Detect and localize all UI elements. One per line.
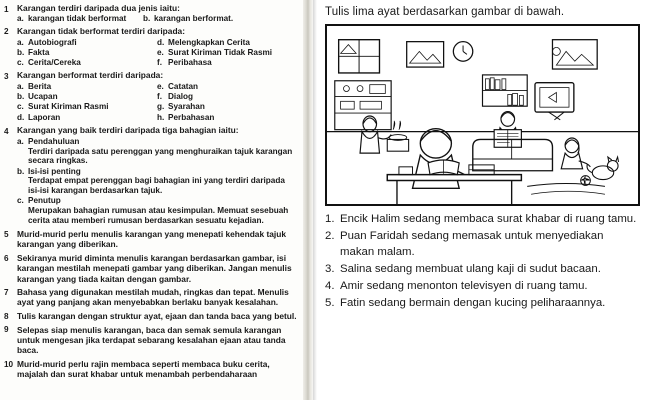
sentence-text: Puan Faridah sedang memasak untuk menyediakan makan malam. xyxy=(340,230,604,258)
sub-label: g. xyxy=(157,102,165,112)
sub-text: Surat Kiriman Tidak Rasmi xyxy=(168,47,273,57)
definition-body xyxy=(28,167,297,196)
sub-label: e. xyxy=(157,47,164,57)
sub-item xyxy=(157,113,297,123)
exercise-instruction: Tulis lima ayat berdasarkan gambar di bawah. xyxy=(325,6,565,18)
sub-item xyxy=(157,102,297,112)
sentence-number: 2. xyxy=(325,230,335,242)
sub-label: c. xyxy=(17,196,24,206)
item-number: 9 xyxy=(4,325,9,335)
illustration-frame xyxy=(325,24,640,206)
definition-row xyxy=(17,167,297,196)
sub-text: Catatan xyxy=(168,82,199,92)
sentence-number: 4. xyxy=(325,279,335,292)
item-heading: Karangan berformat terdiri daripada: xyxy=(17,70,164,81)
gutter-shadow xyxy=(313,0,317,400)
definition-title: Isi-isi penting xyxy=(28,166,81,176)
sub-label: b. xyxy=(17,47,25,57)
item-paragraph: Tulis karangan dengan struktur ayat, ejaan dan tanda baca yang betul. xyxy=(17,311,297,322)
list-item xyxy=(4,287,297,307)
list-item xyxy=(4,359,297,379)
sub-text: Melengkapkan Cerita xyxy=(168,37,250,47)
item-number: 8 xyxy=(4,311,9,321)
definition-body xyxy=(28,137,297,166)
sub-text: Perbahasan xyxy=(168,112,215,122)
sub-item xyxy=(17,82,157,92)
item-body xyxy=(17,325,297,356)
sub-item xyxy=(17,92,157,102)
item-heading: Karangan tidak berformat terdiri daripada: xyxy=(17,25,186,36)
definition-body xyxy=(28,196,297,225)
sub-item xyxy=(157,92,297,102)
item-body xyxy=(17,359,297,379)
sub-item xyxy=(17,113,157,123)
sub-label: c. xyxy=(17,102,24,112)
item-number: 3 xyxy=(4,71,9,81)
item-subpoint-columns xyxy=(17,82,297,122)
item-heading: Karangan terdiri daripada dua jenis iaitu: xyxy=(17,3,180,13)
sentence-text: Amir sedang menonton televisyen di ruang tamu. xyxy=(340,279,588,292)
definition-text: Terdiri daripada satu perenggan yang menghuraikan tajuk karangan secara ringkas. xyxy=(28,146,293,166)
list-item xyxy=(4,126,297,226)
list-item xyxy=(323,212,642,228)
sub-item xyxy=(157,48,297,58)
sub-label: a. xyxy=(17,82,24,92)
item-body xyxy=(17,71,297,122)
item-number: 2 xyxy=(4,27,9,37)
item-number: 7 xyxy=(4,287,9,297)
subpoint-column xyxy=(17,38,157,68)
sub-label: a. xyxy=(17,136,24,146)
item-paragraph: Sekiranya murid diminta menulis karangan berdasarkan gambar, isi karangan mestilah menepati gambar yang diberikan. Jangan menulis karangan yang tiada kaitan dengan gambar. xyxy=(17,253,292,284)
subpoint-column xyxy=(157,38,297,68)
sub-label: f. xyxy=(157,92,163,102)
list-item xyxy=(4,325,297,356)
guidelines-list xyxy=(4,4,297,379)
item-body xyxy=(17,27,297,68)
sub-text: karangan berformat. xyxy=(154,13,234,23)
right-page xyxy=(313,0,650,400)
sub-label: f. xyxy=(157,57,163,67)
subpoint-column xyxy=(157,82,297,122)
definition-text: Terdapat empat perenggan bagi bahagian ini yang terdiri daripada isi-isi karangan berdasarkan tajuk. xyxy=(28,176,285,195)
list-item xyxy=(4,229,297,249)
list-item xyxy=(323,262,642,278)
list-item xyxy=(323,279,642,295)
definition-row xyxy=(17,196,297,225)
sentence-number: 1. xyxy=(325,213,335,225)
sub-label: h. xyxy=(157,112,165,122)
sub-text: Dialog xyxy=(168,92,194,102)
sub-item xyxy=(157,82,297,92)
sub-item xyxy=(157,38,297,48)
sub-text: Berita xyxy=(28,82,52,92)
sub-text: Ucapan xyxy=(28,92,58,102)
item-body xyxy=(17,4,297,23)
list-item xyxy=(323,296,642,312)
item-body xyxy=(17,126,297,226)
definition-title: Pendahuluan xyxy=(28,136,80,146)
sentence-text: Encik Halim sedang membaca surat khabar di ruang tamu. xyxy=(340,213,637,225)
sub-label: a. xyxy=(17,37,24,47)
list-item xyxy=(4,4,297,23)
sub-item xyxy=(17,38,157,48)
item-number: 6 xyxy=(4,253,9,263)
list-item xyxy=(4,253,297,284)
sentence-text: Fatin sedang bermain dengan kucing peliharaannya. xyxy=(340,296,606,309)
sub-label: b. xyxy=(17,92,25,102)
sub-label: b. xyxy=(17,166,25,176)
item-number: 4 xyxy=(4,126,9,136)
sub-text: Surat Kiriman Rasmi xyxy=(28,102,109,112)
sub-text: karangan tidak berformat xyxy=(28,13,127,23)
subpoint-column xyxy=(17,82,157,122)
sub-label: c. xyxy=(17,57,24,67)
item-number: 1 xyxy=(4,4,9,14)
list-item xyxy=(4,311,297,321)
item-body xyxy=(17,311,297,321)
item-paragraph: Bahasa yang digunakan mestilah mudah, ringkas dan tepat. Menulis ayat yang panjang akan menyebabkan berlaku banyak kesalahan. xyxy=(17,287,289,308)
sub-text: Syarahan xyxy=(168,102,205,112)
sub-item xyxy=(157,58,297,68)
sub-text: Cerita/Cereka xyxy=(28,57,81,67)
sub-text: Fakta xyxy=(28,47,50,57)
sub-item xyxy=(17,102,157,112)
sub-label: e. xyxy=(157,82,164,92)
definition-row xyxy=(17,137,297,166)
sentence-number: 5. xyxy=(325,296,335,309)
living-room-illustration xyxy=(327,26,638,204)
list-item xyxy=(4,71,297,122)
sub-item xyxy=(17,48,157,58)
item-paragraph: Murid-murid perlu rajin membaca seperti membaca buku cerita, majalah dan surat khabar untuk menambah perbendaharaan xyxy=(17,359,270,380)
sentence-number: 3. xyxy=(325,262,335,275)
definition-list xyxy=(17,137,297,225)
sub-text: Laporan xyxy=(28,112,61,122)
item-body xyxy=(17,287,297,307)
sub-label: a. xyxy=(17,13,24,23)
item-subpoints-inline xyxy=(17,14,297,24)
book-gutter xyxy=(303,0,313,400)
item-subpoint-columns xyxy=(17,38,297,68)
sub-text: Peribahasa xyxy=(168,57,212,67)
item-body xyxy=(17,253,297,284)
definition-text: Merupakan bahagian rumusan atau kesimpulan. Memuat sesebuah cerita atau memberi rumusan berdasarkan sesuatu kejadian. xyxy=(28,205,289,225)
sub-label: d. xyxy=(157,37,165,47)
item-body xyxy=(17,229,297,249)
left-page xyxy=(0,0,303,400)
sentence-list xyxy=(323,212,642,311)
definition-title: Penutup xyxy=(28,196,61,206)
item-number: 5 xyxy=(4,229,9,239)
list-item xyxy=(323,229,642,260)
sub-label: d. xyxy=(17,112,25,122)
item-paragraph: Selepas siap menulis karangan, baca dan semak semula karangan untuk mengesan jika terdapat sebarang kesalahan ejaan atau tanda baca. xyxy=(17,324,286,356)
sentence-text: Salina sedang membuat ulang kaji di sudut bacaan. xyxy=(340,262,601,275)
sub-item xyxy=(17,58,157,68)
sub-label: b. xyxy=(143,13,151,23)
item-number: 10 xyxy=(4,359,14,369)
sub-text: Autobiografi xyxy=(28,37,77,47)
list-item xyxy=(4,27,297,68)
item-heading: Karangan yang baik terdiri daripada tiga bahagian iaitu: xyxy=(17,125,239,136)
item-paragraph: Murid-murid perlu menulis karangan yang menepati kehendak tajuk karangan yang diberikan. xyxy=(17,229,286,250)
